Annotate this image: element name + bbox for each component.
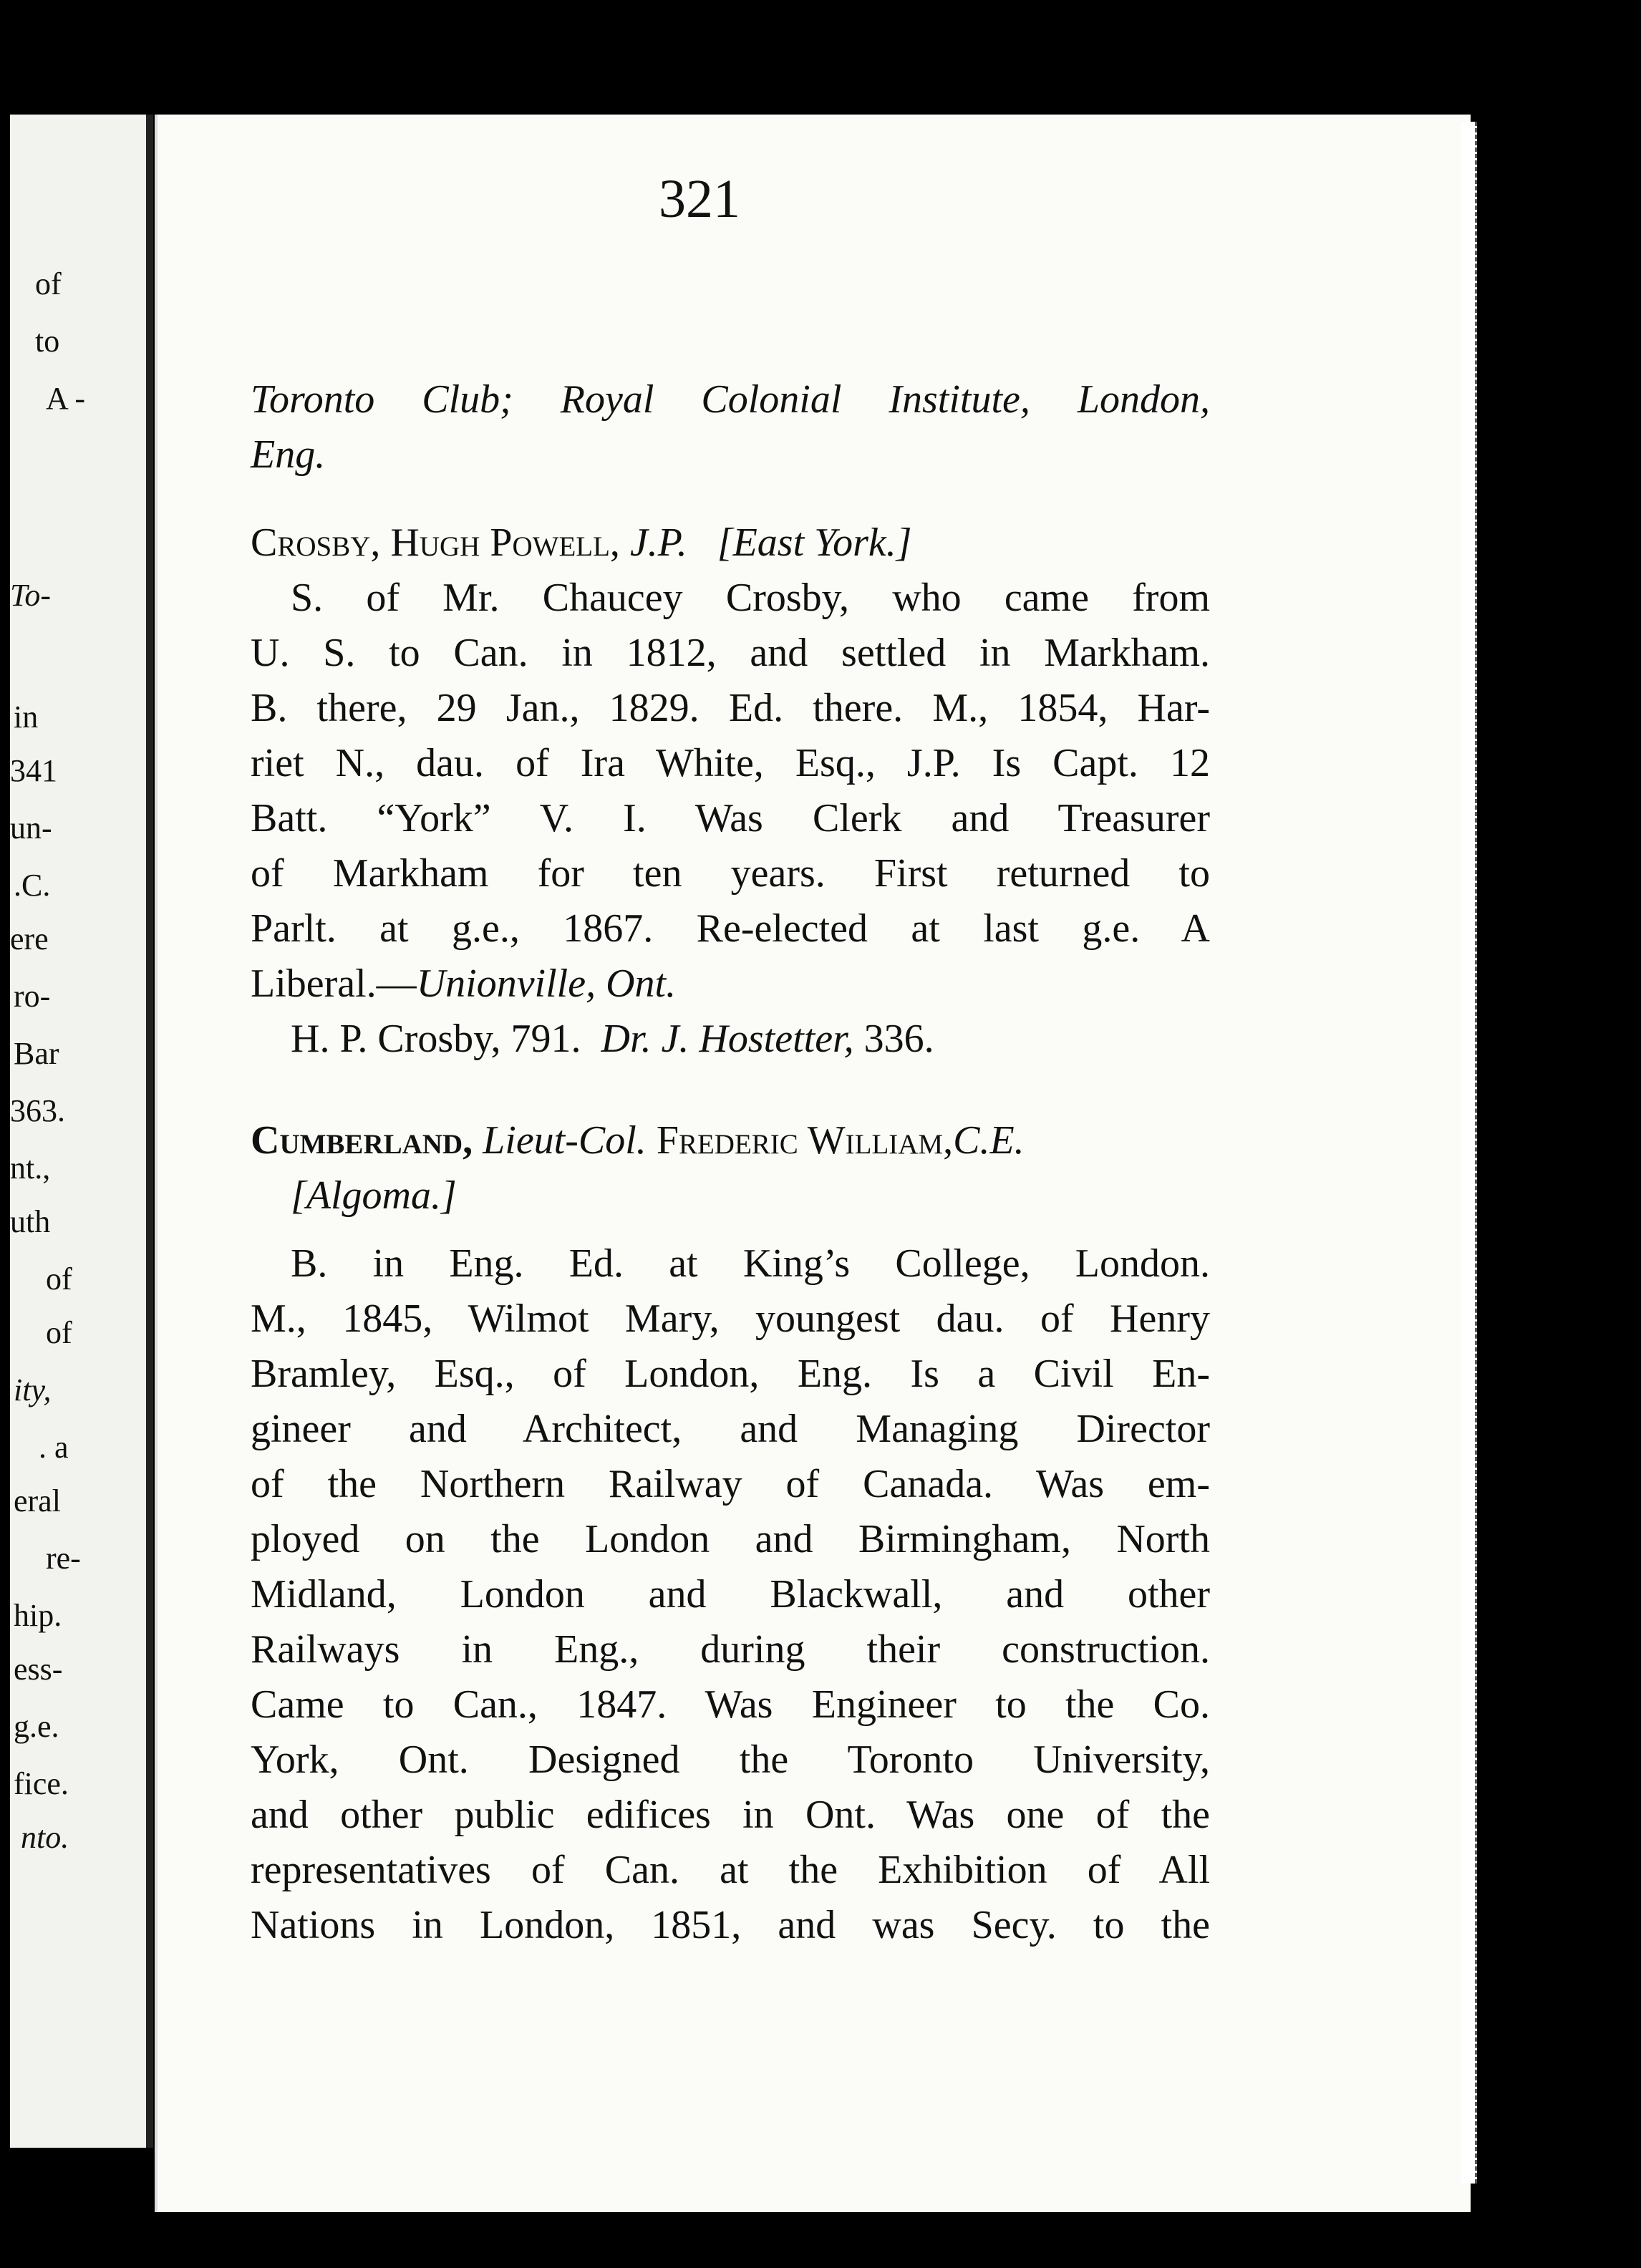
entry-riding: [Algoma.] (291, 1173, 457, 1218)
entry-surname: Cumberland, (251, 1118, 473, 1163)
residence: Unionville, Ont. (416, 961, 677, 1006)
left-margin-fragment: nt., (10, 1150, 51, 1186)
entry-line: gineer and Architect, and Managing Director (251, 1407, 1210, 1451)
left-margin-fragment: in (14, 699, 39, 735)
entry-given-names: Hugh Powell, (390, 520, 620, 565)
entry-line: Came to Can., 1847. Was Engineer to the Co. (251, 1682, 1210, 1727)
politics-label: Liberal.— (251, 961, 417, 1006)
entry-cumberland (251, 1113, 1210, 1953)
left-margin-fragment: 341 (10, 753, 57, 788)
left-margin-fragment: g.e. (14, 1709, 59, 1744)
entry-line: representatives of Can. at the Exhibition of All (251, 1848, 1210, 1892)
entry-line: Parlt. at g.e., 1867. Re-elected at last g.e. A (251, 906, 1210, 951)
entry-surname: Crosby, (251, 520, 381, 565)
entry-line: of Markham for ten years. First returned to (251, 851, 1210, 896)
runner-name: Dr. J. Hostetter, (601, 1017, 854, 1061)
left-margin-fragment: ere (10, 921, 49, 956)
continuation-line: Eng. (251, 432, 326, 477)
entry-line: of the Northern Railway of Canada. Was em- (251, 1462, 1210, 1506)
entry-heading (251, 1113, 1210, 1168)
previous-page-strip (10, 115, 153, 2148)
left-margin-fragment: 363. (10, 1093, 65, 1128)
entry-riding: [East York.] (717, 520, 912, 565)
continuation-text (251, 372, 1210, 483)
entry-rank: Lieut-Col. (483, 1118, 647, 1163)
entry-closing (251, 956, 1210, 1012)
left-margin-fragment: uth (10, 1204, 51, 1239)
left-margin-fragment: Bar (14, 1036, 59, 1071)
left-margin-fragment: ity, (14, 1372, 52, 1407)
left-margin-fragment: nto. (21, 1820, 69, 1855)
entry-line: and other public edifices in Ont. Was one of the (251, 1793, 1210, 1837)
entry-title: J.P. (629, 520, 687, 565)
entry-given-names: Frederic William, (656, 1118, 954, 1163)
left-margin-fragment: ro- (14, 979, 51, 1014)
left-margin-fragment: to (35, 324, 60, 359)
runner-votes: 336. (863, 1017, 934, 1061)
left-margin-fragment: . a (39, 1430, 69, 1465)
left-margin-fragment: of (35, 266, 62, 301)
entry-line: B. there, 29 Jan., 1829. Ed. there. M., 1854, Har- (251, 686, 1210, 730)
left-margin-fragment: .C. (14, 868, 51, 903)
entry-line: Railways in Eng., during their construction. (251, 1627, 1210, 1672)
left-margin-fragment: hip. (14, 1598, 62, 1633)
entry-line: Nations in London, 1851, and was Secy. to the (251, 1903, 1210, 1947)
entry-crosby (251, 515, 1210, 1067)
left-margin-fragment: re- (46, 1541, 81, 1576)
entry-line: Bramley, Esq., of London, Eng. Is a Civil En- (251, 1352, 1210, 1396)
left-margin-fragment: To- (10, 578, 52, 613)
entry-line: M., 1845, Wilmot Mary, youngest dau. of Henry (251, 1297, 1210, 1341)
left-margin-fragment: of (46, 1261, 72, 1297)
entry-heading (251, 515, 1210, 571)
left-margin-fragment: ess- (14, 1652, 63, 1687)
election-result (251, 1012, 1210, 1067)
page-number: 321 (659, 169, 740, 229)
entry-line: U. S. to Can. in 1812, and settled in Markham. (251, 631, 1210, 675)
entry-line: S. of Mr. Chaucey Crosby, who came from (291, 576, 1210, 620)
winner-votes: H. P. Crosby, 791. (291, 1017, 581, 1061)
entry-line: Midland, London and Blackwall, and other (251, 1572, 1210, 1617)
page-edge (1461, 122, 1477, 2184)
entry-line: Batt. “York” V. I. Was Clerk and Treasurer (251, 796, 1210, 840)
left-margin-fragment: of (46, 1315, 72, 1350)
left-margin-fragment: fice. (14, 1766, 69, 1801)
left-margin-fragment: un- (10, 810, 52, 845)
entry-title: C.E. (953, 1118, 1025, 1163)
entry-line: ployed on the London and Birmingham, North (251, 1517, 1210, 1561)
entry-line: riet N., dau. of Ira White, Esq., J.P. Is Capt. 12 (251, 741, 1210, 785)
entry-line: York, Ont. Designed the Toronto University, (251, 1738, 1210, 1782)
continuation-line: Toronto Club; Royal Colonial Institute, London, (251, 377, 1210, 422)
left-margin-fragment: A - (46, 381, 85, 416)
left-margin-fragment: eral (14, 1483, 61, 1518)
entry-line: B. in Eng. Ed. at King’s College, London. (291, 1241, 1210, 1286)
